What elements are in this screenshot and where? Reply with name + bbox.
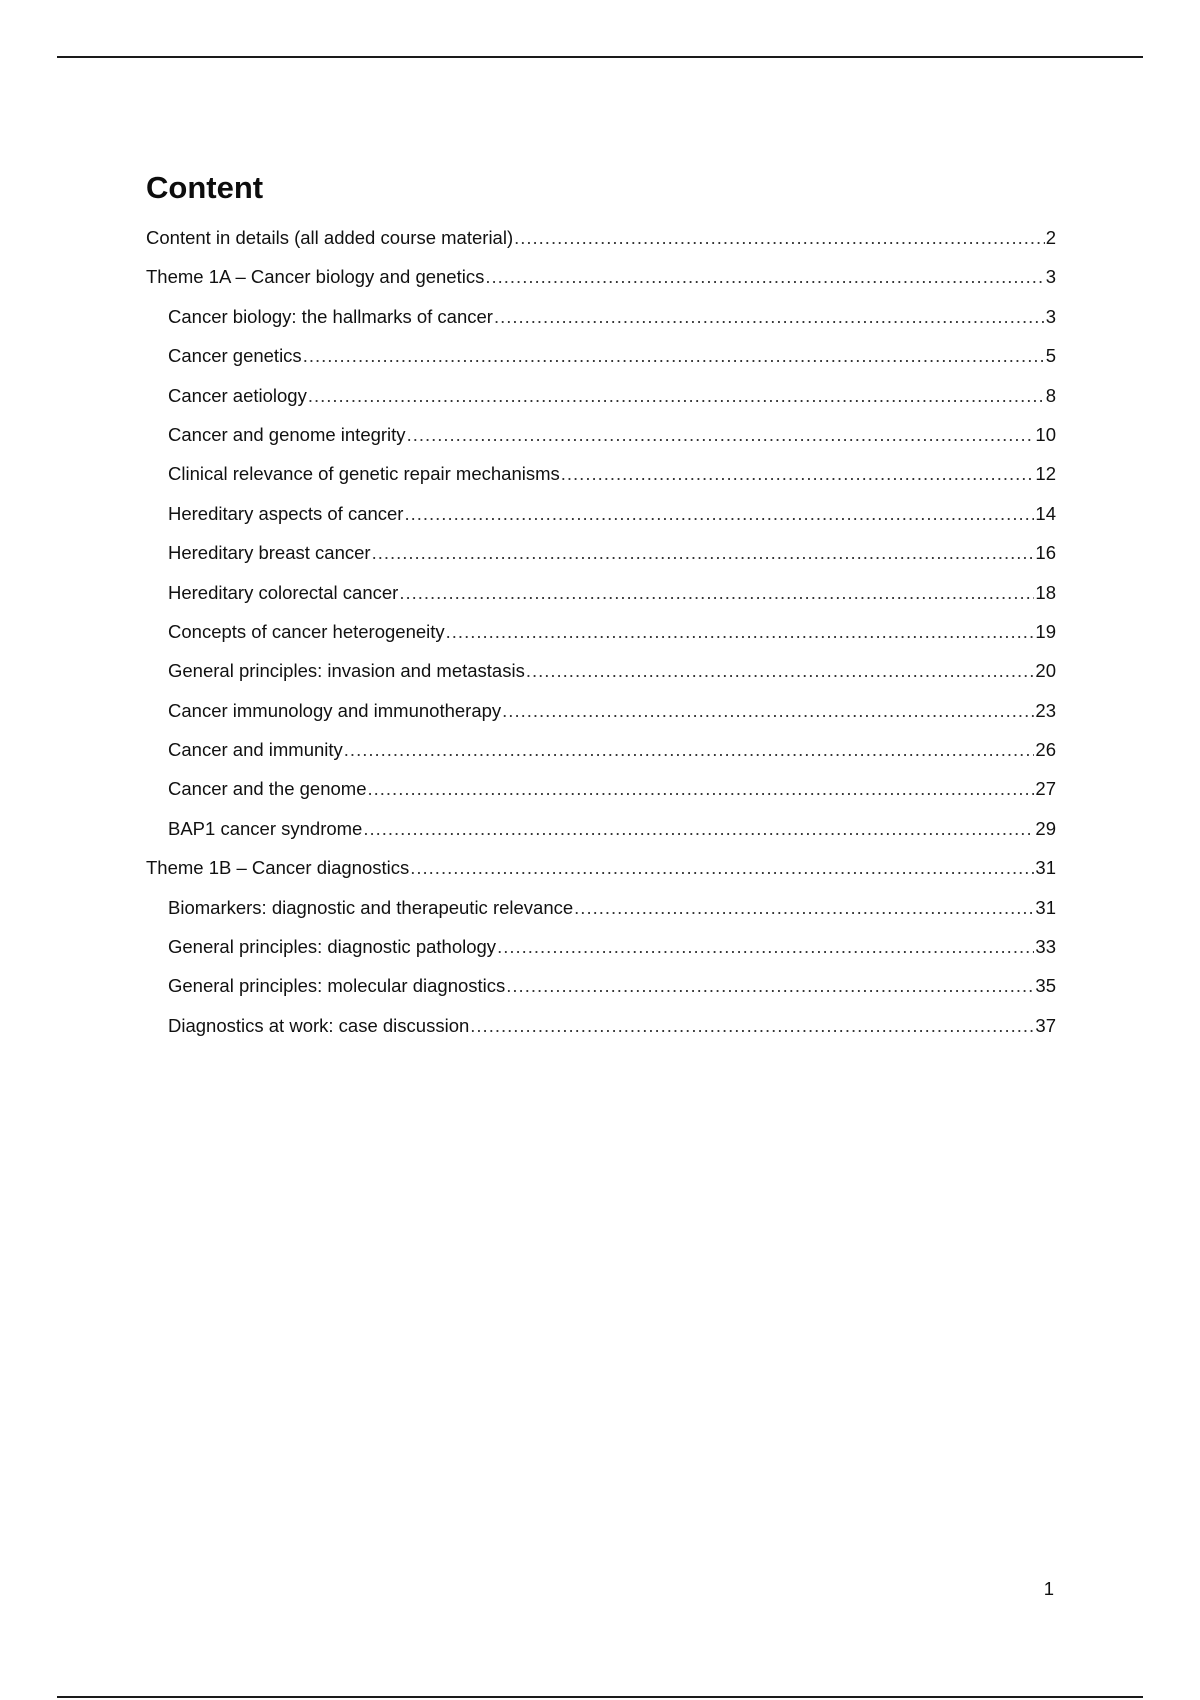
toc-entry-label: Cancer and the genome bbox=[168, 778, 367, 800]
toc-entry-label: General principles: diagnostic pathology bbox=[168, 936, 497, 958]
toc-list bbox=[146, 218, 1056, 1045]
toc-entry-label: Biomarkers: diagnostic and therapeutic relevance bbox=[168, 896, 574, 918]
toc-entry[interactable] bbox=[146, 691, 1056, 730]
toc-entry[interactable] bbox=[146, 927, 1056, 966]
toc-dot-leader bbox=[502, 691, 1034, 730]
toc-dot-leader bbox=[308, 376, 1045, 415]
toc-dot-leader bbox=[514, 218, 1045, 257]
toc-entry[interactable] bbox=[146, 1006, 1056, 1045]
toc-entry-label: Hereditary aspects of cancer bbox=[168, 502, 404, 524]
toc-entry-label: Diagnostics at work: case discussion bbox=[168, 1014, 470, 1036]
toc-entry[interactable] bbox=[146, 848, 1056, 887]
toc-entry[interactable] bbox=[146, 415, 1056, 454]
toc-dot-leader bbox=[485, 257, 1044, 296]
toc-entry-page: 26 bbox=[1035, 739, 1056, 761]
toc-dot-leader bbox=[470, 1006, 1034, 1045]
toc-dot-leader bbox=[372, 533, 1035, 572]
toc-entry[interactable] bbox=[146, 218, 1056, 257]
toc-entry-page: 18 bbox=[1035, 581, 1056, 603]
toc-dot-leader bbox=[494, 297, 1045, 336]
toc-entry[interactable] bbox=[146, 573, 1056, 612]
toc-entry-page: 23 bbox=[1035, 699, 1056, 721]
toc-dot-leader bbox=[399, 573, 1034, 612]
toc-entry-label: Theme 1A – Cancer biology and genetics bbox=[146, 266, 485, 288]
toc-entry-page: 20 bbox=[1035, 660, 1056, 682]
toc-entry-page: 3 bbox=[1045, 305, 1056, 327]
toc-entry-label: BAP1 cancer syndrome bbox=[168, 817, 363, 839]
page-number: 1 bbox=[1043, 1578, 1054, 1599]
toc-dot-leader bbox=[446, 612, 1035, 651]
toc-entry-page: 5 bbox=[1045, 345, 1056, 367]
toc-entry-label: Cancer immunology and immunotherapy bbox=[168, 699, 502, 721]
toc-entry-page: 10 bbox=[1035, 423, 1056, 445]
toc-entry-page: 35 bbox=[1035, 975, 1056, 997]
toc-entry-label: General principles: invasion and metastasis bbox=[168, 660, 525, 682]
toc-entry-page: 12 bbox=[1035, 463, 1056, 485]
toc-dot-leader bbox=[506, 966, 1034, 1005]
toc-entry[interactable] bbox=[146, 376, 1056, 415]
toc-entry-page: 14 bbox=[1035, 502, 1056, 524]
toc-entry-page: 3 bbox=[1045, 266, 1056, 288]
toc-dot-leader bbox=[497, 927, 1034, 966]
toc-entry[interactable] bbox=[146, 494, 1056, 533]
toc-entry-label: Cancer and genome integrity bbox=[168, 423, 406, 445]
toc-dot-leader bbox=[561, 454, 1035, 493]
toc-dot-leader bbox=[526, 651, 1035, 690]
toc-entry-label: Concepts of cancer heterogeneity bbox=[168, 620, 445, 642]
toc-entry[interactable] bbox=[146, 769, 1056, 808]
toc-dot-leader bbox=[407, 415, 1035, 454]
toc-entry[interactable] bbox=[146, 612, 1056, 651]
toc-entry-page: 33 bbox=[1035, 936, 1056, 958]
toc-title: Content bbox=[146, 170, 264, 205]
toc-entry-label: Cancer genetics bbox=[168, 345, 302, 367]
footer-rule bbox=[57, 1696, 1143, 1698]
toc-dot-leader bbox=[363, 809, 1034, 848]
toc-entry[interactable] bbox=[146, 730, 1056, 769]
toc-entry-label: Hereditary colorectal cancer bbox=[168, 581, 399, 603]
toc-entry-page: 31 bbox=[1035, 896, 1056, 918]
toc-entry[interactable] bbox=[146, 809, 1056, 848]
toc-entry-label: General principles: molecular diagnostics bbox=[168, 975, 506, 997]
toc-entry[interactable] bbox=[146, 297, 1056, 336]
toc-entry-label: Cancer aetiology bbox=[168, 384, 307, 406]
toc-dot-leader bbox=[404, 494, 1034, 533]
toc-entry-page: 27 bbox=[1035, 778, 1056, 800]
toc-dot-leader bbox=[368, 769, 1035, 808]
toc-dot-leader bbox=[574, 888, 1034, 927]
toc-entry-label: Content in details (all added course material) bbox=[146, 227, 514, 248]
toc-entry[interactable] bbox=[146, 966, 1056, 1005]
toc-entry[interactable] bbox=[146, 336, 1056, 375]
toc-entry[interactable] bbox=[146, 651, 1056, 690]
toc-entry-page: 31 bbox=[1035, 857, 1056, 879]
toc-entry-page: 19 bbox=[1035, 620, 1056, 642]
toc-entry-label: Clinical relevance of genetic repair mechanisms bbox=[168, 463, 560, 485]
toc-entry[interactable] bbox=[146, 888, 1056, 927]
header-rule bbox=[57, 56, 1143, 58]
toc-entry-label: Hereditary breast cancer bbox=[168, 542, 371, 564]
toc-entry-page: 29 bbox=[1035, 817, 1056, 839]
toc-entry[interactable] bbox=[146, 533, 1056, 572]
table-of-contents bbox=[146, 170, 1056, 1045]
toc-entry[interactable] bbox=[146, 454, 1056, 493]
toc-entry-page: 8 bbox=[1045, 384, 1056, 406]
toc-entry-page: 37 bbox=[1035, 1014, 1056, 1036]
toc-entry-label: Cancer biology: the hallmarks of cancer bbox=[168, 305, 493, 327]
toc-entry-label: Cancer and immunity bbox=[168, 739, 343, 761]
toc-entry-label: Theme 1B – Cancer diagnostics bbox=[146, 857, 410, 879]
toc-dot-leader bbox=[344, 730, 1035, 769]
toc-dot-leader bbox=[303, 336, 1045, 375]
toc-dot-leader bbox=[410, 848, 1034, 887]
toc-entry-page: 16 bbox=[1035, 542, 1056, 564]
toc-entry[interactable] bbox=[146, 257, 1056, 296]
toc-entry-page: 2 bbox=[1045, 227, 1056, 248]
